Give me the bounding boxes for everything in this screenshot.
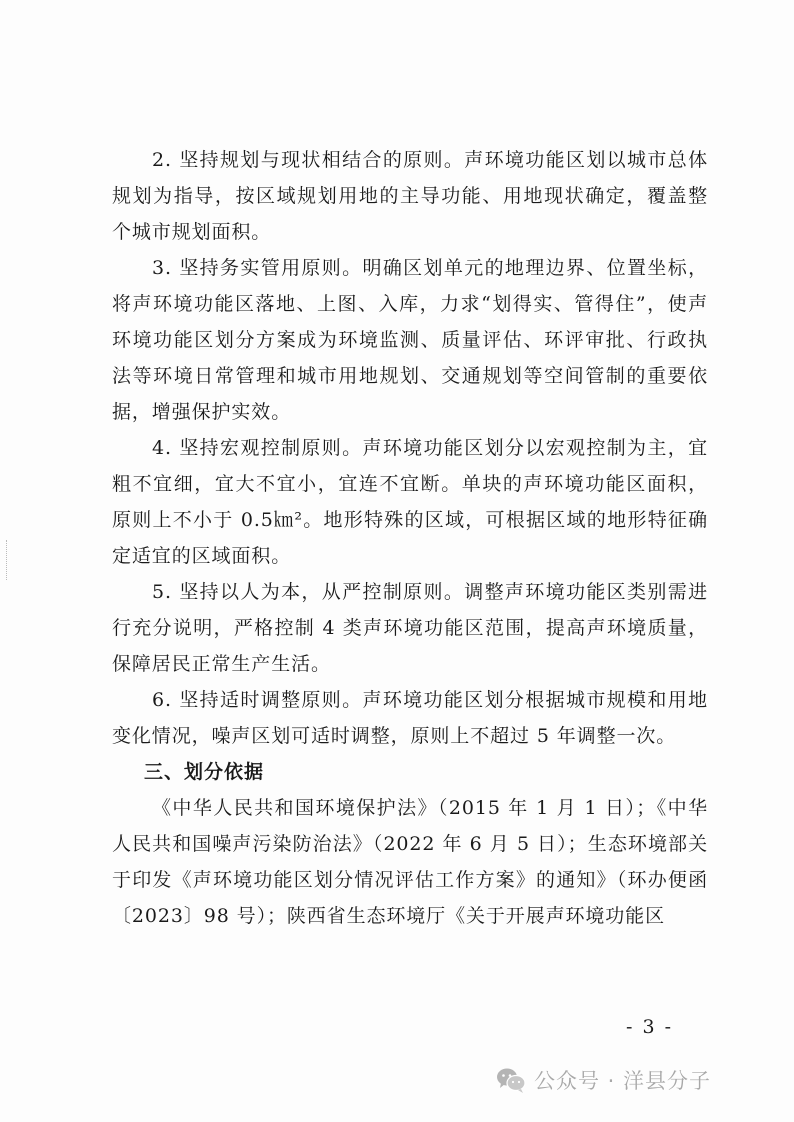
scan-edge-marks	[6, 540, 10, 580]
wechat-icon	[496, 1066, 526, 1094]
wechat-watermark	[496, 1062, 711, 1098]
document-body	[112, 142, 708, 934]
page-number: - 3 -	[626, 1016, 674, 1038]
principle-paragraph-4: 4. 坚持宏观控制原则。声环境功能区划分以宏观控制为主，宜粗不宜细，宜大不宜小，宜连不宜断。单块的声环境功能区面积，原则上不小于 0.5㎞²。地形特殊的区域，可根据区域的地形特征确定适宜的区域面积。	[112, 437, 708, 567]
section-heading: 三、划分依据	[144, 761, 265, 783]
principle-paragraph-2: 2. 坚持规划与现状相结合的原则。声环境功能区划以城市总体规划为指导，按区域规划用地的主导功能、用地现状确定，覆盖整个城市规划面积。	[112, 149, 708, 243]
principle-paragraph-6: 6. 坚持适时调整原则。声环境功能区划分根据城市规模和用地变化情况，噪声区划可适时调整，原则上不超过 5 年调整一次。	[112, 689, 708, 747]
basis-paragraph: 《中华人民共和国环境保护法》（2015 年 1 月 1 日）；《中华人民共和国噪声污染防治法》（2022 年 6 月 5 日）；生态环境部关于印发《声环境功能区划分情况评估工作方案》的通知》（环办便函〔2023〕98 号）；陕西省生态环境厅《关于开展声环境功能区	[112, 797, 708, 927]
principle-paragraph-5: 5. 坚持以人为本，从严控制原则。调整声环境功能区类别需进行充分说明，严格控制 4 类声环境功能区范围，提高声环境质量，保障居民正常生产生活。	[112, 581, 708, 675]
watermark-text: 公众号 · 洋县分子	[534, 1069, 712, 1093]
principle-paragraph-3: 3. 坚持务实管用原则。明确区划单元的地理边界、位置坐标，将声环境功能区落地、上图、入库，力求“划得实、管得住”，使声环境功能区划分方案成为环境监测、质量评估、环评审批、行政执法等环境日常管理和城市用地规划、交通规划等空间管制的重要依据，增强保护实效。	[112, 257, 708, 423]
